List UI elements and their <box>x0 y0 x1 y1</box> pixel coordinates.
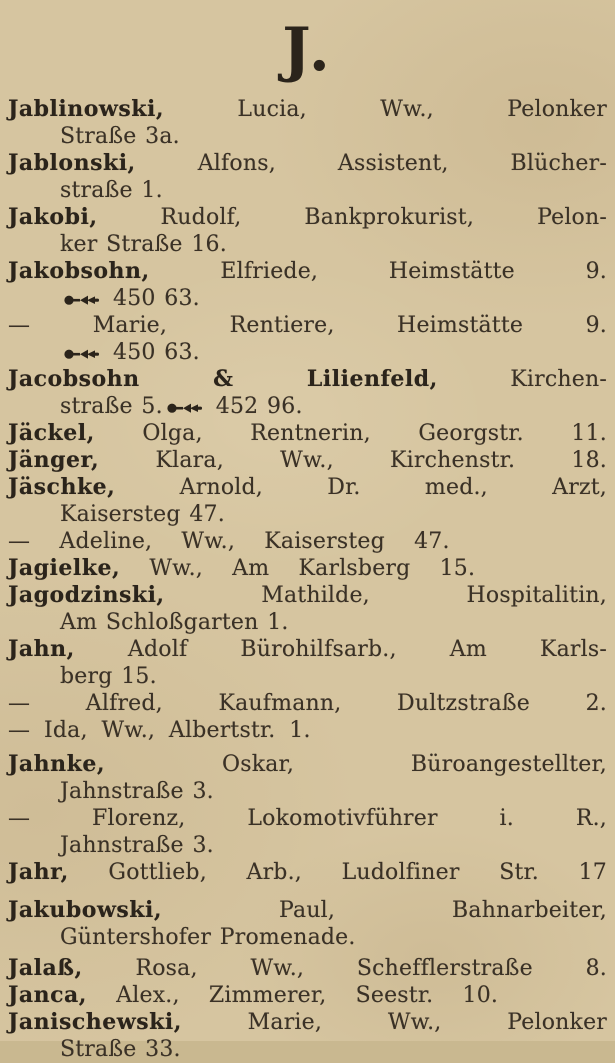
entry-line <box>8 393 607 420</box>
entry-surname: Jahr, <box>8 859 69 885</box>
entry-surname: Jakobi, <box>8 204 98 230</box>
entry-surname: Jahnke, <box>8 751 106 777</box>
entry-line <box>8 474 607 501</box>
entry-text: straße 1. <box>60 178 163 203</box>
entry-text: Am Schloßgarten 1. <box>60 610 289 635</box>
directory-entry <box>8 204 607 258</box>
entry-text: Rudolf, Bankprokurist, Pelon- <box>97 205 607 230</box>
directory-entry <box>8 690 607 717</box>
directory-entry <box>8 897 607 951</box>
entry-text: Olga, Rentnerin, Georgstr. 11. <box>94 421 607 446</box>
entry-line <box>8 339 607 366</box>
entry-line <box>8 955 607 982</box>
directory-entry <box>8 420 607 447</box>
entry-text: Gottlieb, Arb., Ludolfiner Str. 17 <box>68 860 607 885</box>
entry-surname: Jakubowski, <box>8 897 163 923</box>
entry-text: Elfriede, Heimstätte 9. <box>149 259 607 284</box>
entry-surname: Janca, <box>8 982 87 1008</box>
entry-surname: Jänger, <box>8 447 100 473</box>
entry-text: Klara, Ww., Kirchenstr. 18. <box>99 448 607 473</box>
entry-line <box>8 258 607 285</box>
entry-text: Kaisersteg 47. <box>60 502 225 527</box>
telephone-icon <box>64 339 100 366</box>
entry-text: Straße 3a. <box>60 124 180 149</box>
directory-entry <box>8 751 607 805</box>
entry-line <box>8 636 607 663</box>
entry-line <box>8 528 607 555</box>
entry-line <box>8 1009 607 1036</box>
entry-surname: Jablonski, <box>8 150 136 176</box>
entry-line <box>8 663 607 690</box>
directory-entry <box>8 258 607 312</box>
entry-text: Oskar, Büroangestellter, <box>105 752 607 777</box>
directory-entry <box>8 859 607 886</box>
entry-line <box>8 555 607 582</box>
entry-line <box>8 1036 607 1063</box>
directory-list <box>8 96 607 1063</box>
entry-surname: Jablinowski, <box>8 96 165 122</box>
directory-entry <box>8 150 607 204</box>
entry-line <box>8 96 607 123</box>
entry-line <box>8 312 607 339</box>
section-letter-heading: J. <box>282 15 333 85</box>
entry-text: Lucia, Ww., Pelonker <box>164 97 607 122</box>
directory-entry <box>8 555 607 582</box>
directory-entry <box>8 96 607 150</box>
directory-entry <box>8 528 607 555</box>
entry-text: Rosa, Ww., Schefflerstraße 8. <box>82 956 607 981</box>
entry-surname: Jäckel, <box>8 420 95 446</box>
entry-line <box>8 897 607 924</box>
telephone-icon <box>167 393 203 420</box>
entry-surname: Jagielke, <box>8 555 121 581</box>
entry-text: 452 96. <box>215 394 303 419</box>
entry-surname: Jalaß, <box>8 955 83 981</box>
entry-text: Adolf Bürohilfsarb., Am Karls- <box>74 637 607 662</box>
entry-line <box>8 609 607 636</box>
entry-text: Mathilde, Hospitalitin, <box>164 583 607 608</box>
entry-text: Arnold, Dr. med., Arzt, <box>115 475 607 500</box>
directory-entry <box>8 1009 607 1063</box>
entry-surname: Jagodzinski, <box>8 582 165 608</box>
directory-entry <box>8 474 607 528</box>
entry-line <box>8 924 607 951</box>
entry-text: Paul, Bahnarbeiter, <box>162 898 607 923</box>
directory-entry <box>8 447 607 474</box>
entry-text: — Alfred, Kaufmann, Dultzstraße 2. <box>8 691 607 716</box>
entry-text: 450 63. <box>113 340 200 365</box>
entry-line <box>8 982 607 1009</box>
telephone-icon <box>64 285 100 312</box>
entry-text: — Ida, Ww., Albertstr. 1. <box>8 718 311 743</box>
directory-entry <box>8 982 607 1009</box>
entry-text: Alfons, Assistent, Blücher- <box>135 151 607 176</box>
entry-line <box>8 150 607 177</box>
entry-text: Ww., Am Karlsberg 15. <box>120 556 476 581</box>
entry-line <box>8 690 607 717</box>
directory-entry <box>8 955 607 982</box>
entry-text: Jahnstraße 3. <box>60 779 214 804</box>
entry-line <box>8 285 607 312</box>
entry-surname: Jacobsohn & Lilienfeld, <box>8 366 438 392</box>
entry-surname: Jäschke, <box>8 474 116 500</box>
entry-text: Jahnstraße 3. <box>60 833 214 858</box>
entry-line <box>8 717 607 744</box>
entry-line <box>8 447 607 474</box>
entry-line <box>8 778 607 805</box>
entry-line <box>8 832 607 859</box>
entry-line <box>8 177 607 204</box>
directory-entry <box>8 312 607 366</box>
entry-text: Kirchen- <box>437 367 607 392</box>
entry-line <box>8 751 607 778</box>
entry-text: — Marie, Rentiere, Heimstätte 9. <box>8 313 607 338</box>
entry-text: 450 63. <box>113 286 200 311</box>
entry-line <box>8 204 607 231</box>
directory-entry <box>8 366 607 420</box>
entry-text: Alex., Zimmerer, Seestr. 10. <box>86 983 499 1008</box>
entry-line <box>8 231 607 258</box>
entry-line <box>8 501 607 528</box>
entry-text: — Adeline, Ww., Kaisersteg 47. <box>8 529 450 554</box>
entry-text: straße 5. <box>60 394 163 419</box>
entry-text: — Florenz, Lokomotivführer i. R., <box>8 806 607 831</box>
entry-line <box>8 123 607 150</box>
entry-surname: Jakobsohn, <box>8 258 150 284</box>
directory-entry <box>8 636 607 690</box>
entry-text: Straße 33. <box>60 1037 181 1062</box>
entry-surname: Janischewski, <box>8 1009 182 1035</box>
entry-line <box>8 805 607 832</box>
entry-line <box>8 582 607 609</box>
entry-text: ker Straße 16. <box>60 232 227 257</box>
entry-line <box>8 366 607 393</box>
entry-line <box>8 420 607 447</box>
entry-surname: Jahn, <box>8 636 75 662</box>
directory-entry <box>8 717 607 744</box>
entry-line <box>8 859 607 886</box>
directory-entry <box>8 805 607 859</box>
entry-text: berg 15. <box>60 664 157 689</box>
entry-text: Marie, Ww., Pelonker <box>181 1010 607 1035</box>
directory-entry <box>8 582 607 636</box>
entry-text: Güntershofer Promenade. <box>60 925 356 950</box>
